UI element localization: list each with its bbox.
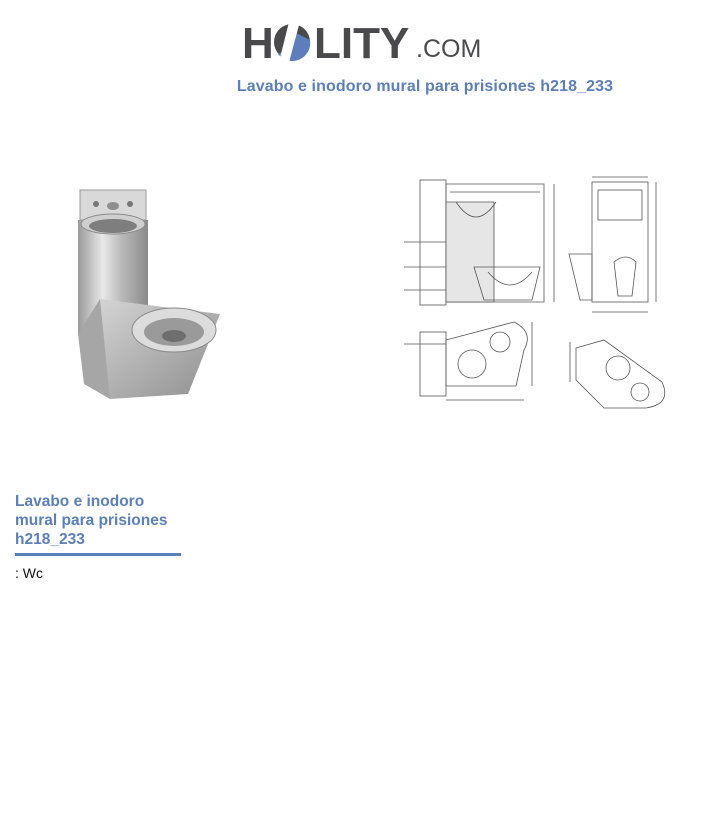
logo-o-icon [274,14,310,66]
drawing-top-view [404,322,532,400]
product-title: Lavabo e inodoro mural para prisiones h218_233 [15,493,168,548]
technical-drawing[interactable] [404,172,680,422]
holity-logo[interactable] [240,10,490,68]
title-divider [15,553,181,556]
logo-letters-lity: LITY [314,19,410,68]
logo-domain: .COM [416,35,482,63]
drawing-front-view [569,177,656,312]
page-title: Lavabo e inodoro mural para prisiones h218_233 [236,78,614,95]
logo-letter-h: H [242,19,274,68]
drawing-side-view [404,180,554,305]
product-category: : Wc [15,565,43,581]
drawing-corner-view [570,340,665,408]
product-photo[interactable] [70,184,230,406]
